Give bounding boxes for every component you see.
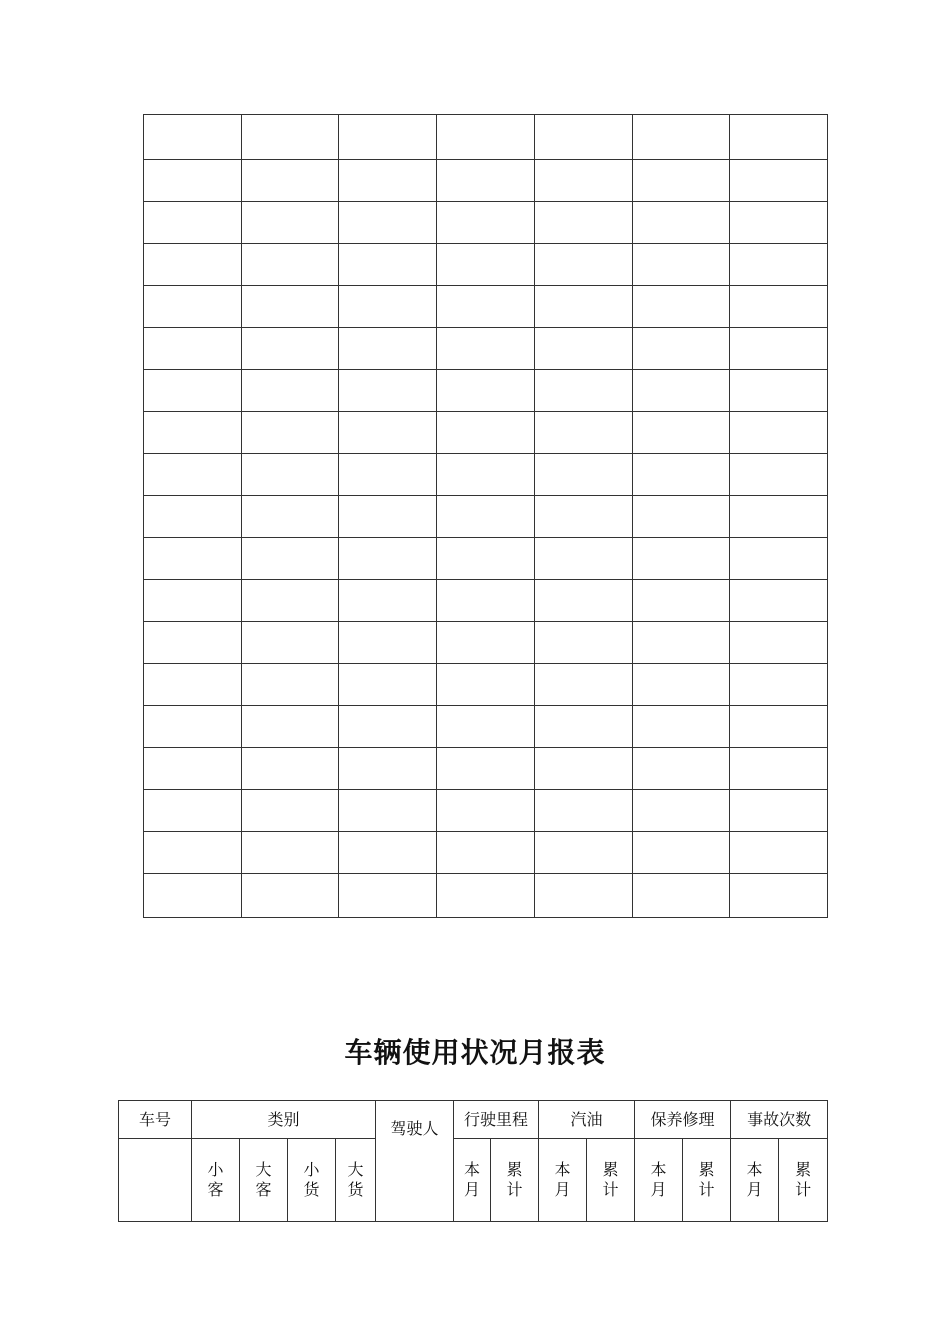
grid-cell[interactable]: [730, 832, 828, 874]
grid-cell[interactable]: [437, 370, 535, 412]
grid-row: [144, 412, 828, 454]
grid-cell[interactable]: [241, 664, 339, 706]
grid-cell[interactable]: [437, 538, 535, 580]
grid-cell[interactable]: [632, 832, 730, 874]
grid-cell[interactable]: [534, 664, 632, 706]
grid-cell[interactable]: [241, 202, 339, 244]
grid-cell[interactable]: [534, 370, 632, 412]
grid-cell[interactable]: [437, 202, 535, 244]
grid-row: [144, 115, 828, 160]
grid-cell[interactable]: [241, 874, 339, 918]
grid-cell[interactable]: [241, 706, 339, 748]
grid-cell[interactable]: [241, 790, 339, 832]
grid-cell[interactable]: [730, 748, 828, 790]
grid-cell[interactable]: [534, 874, 632, 918]
grid-cell[interactable]: [730, 202, 828, 244]
grid-row: [144, 160, 828, 202]
grid-cell[interactable]: [339, 454, 437, 496]
fuel-cumulative: 累 计: [587, 1139, 635, 1222]
grid-cell[interactable]: [437, 286, 535, 328]
monthly-report-table: [118, 1100, 828, 1222]
header-vehicle-no: 车号: [119, 1101, 192, 1139]
grid-cell[interactable]: [437, 832, 535, 874]
grid-cell[interactable]: [144, 454, 242, 496]
grid-cell[interactable]: [437, 454, 535, 496]
grid-row: [144, 580, 828, 622]
grid-cell[interactable]: [339, 496, 437, 538]
grid-cell[interactable]: [339, 370, 437, 412]
grid-cell[interactable]: [144, 286, 242, 328]
grid-cell[interactable]: [437, 664, 535, 706]
grid-row: [144, 622, 828, 664]
grid-cell[interactable]: [534, 832, 632, 874]
grid-cell[interactable]: [339, 115, 437, 160]
mileage-this-month: 本 月: [454, 1139, 491, 1222]
grid-cell[interactable]: [144, 538, 242, 580]
grid-row: [144, 370, 828, 412]
grid-cell[interactable]: [144, 622, 242, 664]
grid-cell[interactable]: [437, 160, 535, 202]
grid-cell[interactable]: [730, 538, 828, 580]
grid-cell[interactable]: [632, 790, 730, 832]
grid-cell[interactable]: [437, 706, 535, 748]
category-large-cargo: 大 货: [336, 1139, 376, 1222]
grid-cell[interactable]: [437, 580, 535, 622]
grid-cell[interactable]: [534, 160, 632, 202]
header-driver: 驾驶人: [376, 1101, 454, 1222]
grid-cell[interactable]: [339, 538, 437, 580]
grid-row: [144, 328, 828, 370]
grid-cell[interactable]: [534, 412, 632, 454]
grid-cell[interactable]: [144, 160, 242, 202]
grid-cell[interactable]: [437, 412, 535, 454]
category-small-cargo: 小 货: [288, 1139, 336, 1222]
grid-cell[interactable]: [339, 706, 437, 748]
grid-cell[interactable]: [632, 115, 730, 160]
grid-cell[interactable]: [241, 370, 339, 412]
grid-cell[interactable]: [437, 328, 535, 370]
grid-cell[interactable]: [534, 580, 632, 622]
grid-cell[interactable]: [632, 328, 730, 370]
grid-cell[interactable]: [730, 706, 828, 748]
grid-cell[interactable]: [730, 286, 828, 328]
blank-grid-table: [143, 114, 828, 918]
maintenance-cumulative: 累 计: [683, 1139, 731, 1222]
grid-cell[interactable]: [144, 748, 242, 790]
grid-cell[interactable]: [730, 115, 828, 160]
grid-cell[interactable]: [534, 790, 632, 832]
mileage-cumulative: 累 计: [491, 1139, 539, 1222]
grid-cell[interactable]: [144, 244, 242, 286]
grid-row: [144, 832, 828, 874]
grid-cell[interactable]: [632, 160, 730, 202]
grid-cell[interactable]: [339, 748, 437, 790]
grid-cell[interactable]: [144, 370, 242, 412]
grid-cell[interactable]: [730, 328, 828, 370]
grid-cell[interactable]: [632, 244, 730, 286]
grid-row: [144, 454, 828, 496]
grid-cell[interactable]: [534, 454, 632, 496]
grid-row: [144, 496, 828, 538]
grid-cell[interactable]: [632, 412, 730, 454]
grid-cell[interactable]: [437, 874, 535, 918]
category-large-passenger: 大 客: [240, 1139, 288, 1222]
grid-cell[interactable]: [534, 286, 632, 328]
page-title: 车辆使用状况月报表: [344, 1036, 606, 1069]
grid-cell[interactable]: [144, 580, 242, 622]
header-accidents: 事故次数: [731, 1101, 828, 1139]
accidents-this-month: 本 月: [731, 1139, 779, 1222]
grid-cell[interactable]: [730, 580, 828, 622]
fuel-this-month: 本 月: [539, 1139, 587, 1222]
grid-cell[interactable]: [144, 664, 242, 706]
grid-cell[interactable]: [534, 244, 632, 286]
grid-cell[interactable]: [534, 748, 632, 790]
grid-row: [144, 664, 828, 706]
grid-cell[interactable]: [437, 496, 535, 538]
grid-cell[interactable]: [730, 664, 828, 706]
grid-cell[interactable]: [730, 790, 828, 832]
grid-cell[interactable]: [437, 790, 535, 832]
grid-cell[interactable]: [437, 622, 535, 664]
grid-cell[interactable]: [144, 706, 242, 748]
grid-cell[interactable]: [632, 874, 730, 918]
header-category: 类别: [192, 1101, 376, 1139]
accidents-cumulative: 累 计: [779, 1139, 828, 1222]
grid-cell[interactable]: [534, 202, 632, 244]
grid-cell[interactable]: [241, 580, 339, 622]
grid-cell[interactable]: [632, 748, 730, 790]
grid-cell[interactable]: [730, 370, 828, 412]
grid-cell[interactable]: [339, 832, 437, 874]
subheader-row: [119, 1139, 828, 1222]
grid-cell[interactable]: [339, 202, 437, 244]
maintenance-this-month: 本 月: [635, 1139, 683, 1222]
grid-cell[interactable]: [632, 202, 730, 244]
grid-cell[interactable]: [241, 412, 339, 454]
grid-cell[interactable]: [632, 496, 730, 538]
header-fuel: 汽油: [539, 1101, 635, 1139]
grid-cell[interactable]: [730, 622, 828, 664]
grid-cell[interactable]: [632, 286, 730, 328]
grid-cell[interactable]: [339, 286, 437, 328]
category-small-passenger: 小 客: [192, 1139, 240, 1222]
vehicle-no-cell: [119, 1139, 192, 1222]
grid-cell[interactable]: [730, 160, 828, 202]
grid-cell[interactable]: [339, 874, 437, 918]
grid-row: [144, 748, 828, 790]
grid-cell[interactable]: [730, 454, 828, 496]
grid-cell[interactable]: [534, 538, 632, 580]
grid-cell[interactable]: [534, 622, 632, 664]
grid-cell[interactable]: [632, 580, 730, 622]
grid-row: [144, 706, 828, 748]
grid-cell[interactable]: [534, 496, 632, 538]
grid-cell[interactable]: [241, 328, 339, 370]
grid-cell[interactable]: [144, 832, 242, 874]
grid-cell[interactable]: [144, 412, 242, 454]
grid-cell[interactable]: [730, 496, 828, 538]
grid-cell[interactable]: [144, 202, 242, 244]
grid-cell[interactable]: [339, 160, 437, 202]
grid-row: [144, 244, 828, 286]
header-row: [119, 1101, 828, 1139]
grid-cell[interactable]: [339, 328, 437, 370]
grid-cell[interactable]: [339, 622, 437, 664]
header-maintenance: 保养修理: [635, 1101, 731, 1139]
grid-cell[interactable]: [730, 874, 828, 918]
grid-cell[interactable]: [632, 538, 730, 580]
grid-cell[interactable]: [534, 706, 632, 748]
grid-cell[interactable]: [730, 412, 828, 454]
grid-cell[interactable]: [632, 622, 730, 664]
grid-cell[interactable]: [241, 454, 339, 496]
grid-cell[interactable]: [437, 244, 535, 286]
grid-cell[interactable]: [144, 115, 242, 160]
grid-row: [144, 790, 828, 832]
grid-row: [144, 286, 828, 328]
grid-cell[interactable]: [339, 664, 437, 706]
grid-cell[interactable]: [437, 115, 535, 160]
grid-cell[interactable]: [339, 580, 437, 622]
grid-cell[interactable]: [241, 538, 339, 580]
grid-cell[interactable]: [437, 748, 535, 790]
header-mileage: 行驶里程: [454, 1101, 539, 1139]
grid-cell[interactable]: [241, 244, 339, 286]
grid-cell[interactable]: [241, 286, 339, 328]
grid-cell[interactable]: [632, 454, 730, 496]
grid-row: [144, 874, 828, 918]
grid-cell[interactable]: [144, 328, 242, 370]
grid-cell[interactable]: [144, 790, 242, 832]
grid-cell[interactable]: [241, 622, 339, 664]
grid-cell[interactable]: [241, 832, 339, 874]
grid-cell[interactable]: [632, 370, 730, 412]
grid-cell[interactable]: [241, 115, 339, 160]
grid-cell[interactable]: [632, 664, 730, 706]
grid-cell[interactable]: [534, 328, 632, 370]
grid-cell[interactable]: [144, 496, 242, 538]
grid-cell[interactable]: [534, 115, 632, 160]
grid-cell[interactable]: [144, 874, 242, 918]
grid-cell[interactable]: [241, 496, 339, 538]
grid-row: [144, 202, 828, 244]
grid-cell[interactable]: [339, 412, 437, 454]
grid-cell[interactable]: [339, 244, 437, 286]
grid-cell[interactable]: [632, 706, 730, 748]
grid-cell[interactable]: [339, 790, 437, 832]
grid-cell[interactable]: [241, 160, 339, 202]
grid-cell[interactable]: [730, 244, 828, 286]
grid-cell[interactable]: [241, 748, 339, 790]
grid-row: [144, 538, 828, 580]
